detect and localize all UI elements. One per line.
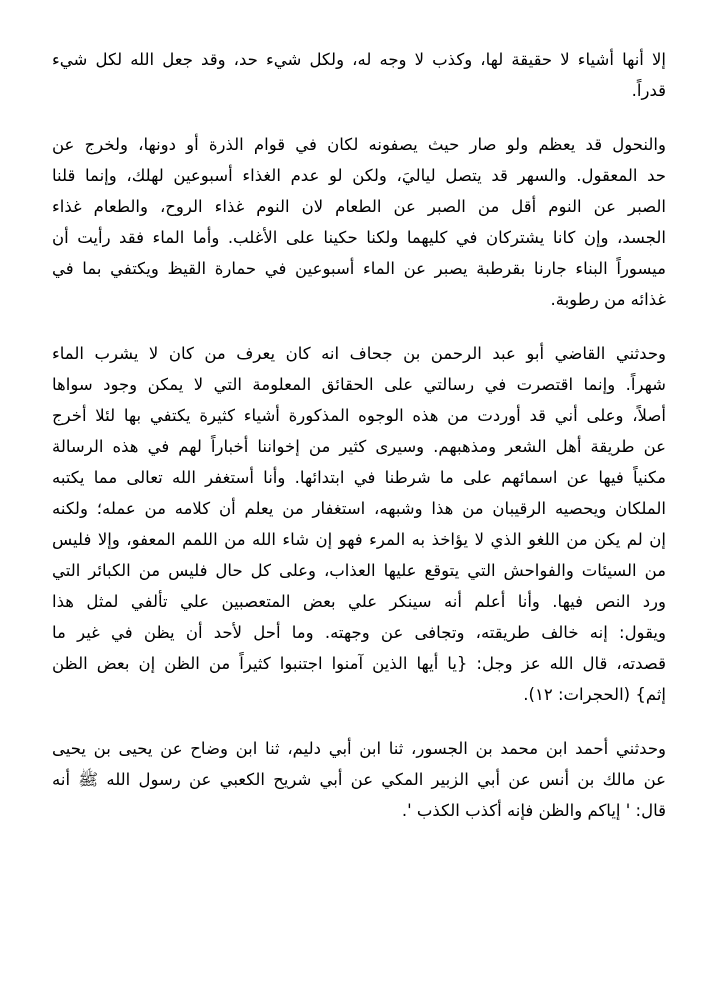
text-line: ورد النص فيها. وأنا أعلم أنه سينكر علي بعض المتعصبين علي تألفي لمثل هذا [52,592,666,611]
text-line: أصلاً، وعلى أني قد أوردت من هذه الوجوه المذكورة أشياء كثيرة يكتفي بها لئلا أخرج [52,406,666,425]
paragraph-1 [52,44,666,106]
text-line: الجسد، وإن كانا يشتركان في كليهما ولكنا حكينا على الأغلب. وأما الماء فقد رأيت أن [52,228,666,247]
text-line: وحدثني أحمد ابن محمد بن الجسور، ثنا ابن أبي دليم، ثنا ابن وضاح عن يحيى بن يحيى [52,739,666,758]
text-line: شهراً. وإنما اقتصرت في رسالتي على الحقائق المعلومة التي لا يمكن وجود سواها [52,375,666,394]
text-line: الصبر عن النوم أقل من الصبر عن الطعام لان النوم غذاء الروح، والطعام غذاء [52,197,666,216]
paragraph-3 [52,338,666,710]
text-line: قال: ' إياكم والظن فإنه أكذب الكذب '. [401,801,666,820]
text-line: مكنياً فيها عن اسمائهم على ما شرطنا في ابتدائها. وأنا أستغفر الله تعالى مما يكتبه [52,468,666,487]
text-line: من السيئات والفواحش التي يتوقع عليها العذاب، وعلى كل حال فليس من الكبائر التي [52,561,666,580]
text-line: الملكان ويحصيه الرقيبان من هذا وشبهه، استغفار من يعلم أن كلامه من عمله؛ ولكنه [52,499,666,518]
text-line: حد المعقول. والسهر قد يتصل لياليَ، ولكن لو عدم الغذاء أسبوعين لهلك، وإنما قلنا [52,166,666,185]
text-line: وحدثني القاضي أبو عبد الرحمن بن جحاف انه كان يعرف من كان لا يشرب الماء [52,344,666,363]
text-line: قدراً. [631,81,666,100]
document-page [52,44,666,849]
text-line: قصدته، قال الله عز وجل: {يا أيها الذين آمنوا اجتنبوا كثيراً من الظن إن بعض الظن [52,654,666,673]
text-line: عن طريقة أهل الشعر ومذهبهم. وسيرى كثير من إخواننا أخباراً لهم في هذه الرسالة [52,437,666,456]
text-line: إن لم يكن من اللغو الذي لا يؤاخذ به المرء فهو إن شاء الله من اللمم المعفو، وإلا فليس [52,530,666,549]
text-line: عن مالك بن أنس عن أبي الزبير المكي عن أبي شريح الكعبي عن رسول الله ﷺ أنه [52,770,666,789]
text-line: غذائه من رطوبة. [550,290,666,309]
text-line: إلا أنها أشياء لا حقيقة لها، وكذب لا وجه له، ولكل شيء حد، وقد جعل الله لكل شيء [52,50,666,69]
text-line: ويقول: إنه خالف طريقته، وتجافى عن وجهته. وما أحل لأحد أن يظن في غير ما [52,623,666,642]
paragraph-4 [52,733,666,826]
text-line: ميسوراً البناء جارنا بقرطبة يصبر عن الماء أسبوعين في حمارة القيظ ويكتفي بما في [52,259,666,278]
text-line: والنحول قد يعظم ولو صار حيث يصفونه لكان في قوام الذرة أو دونها، ولخرج عن [52,135,666,154]
text-line: إثم} (الحجرات: ١٢). [523,685,666,704]
paragraph-2 [52,129,666,315]
